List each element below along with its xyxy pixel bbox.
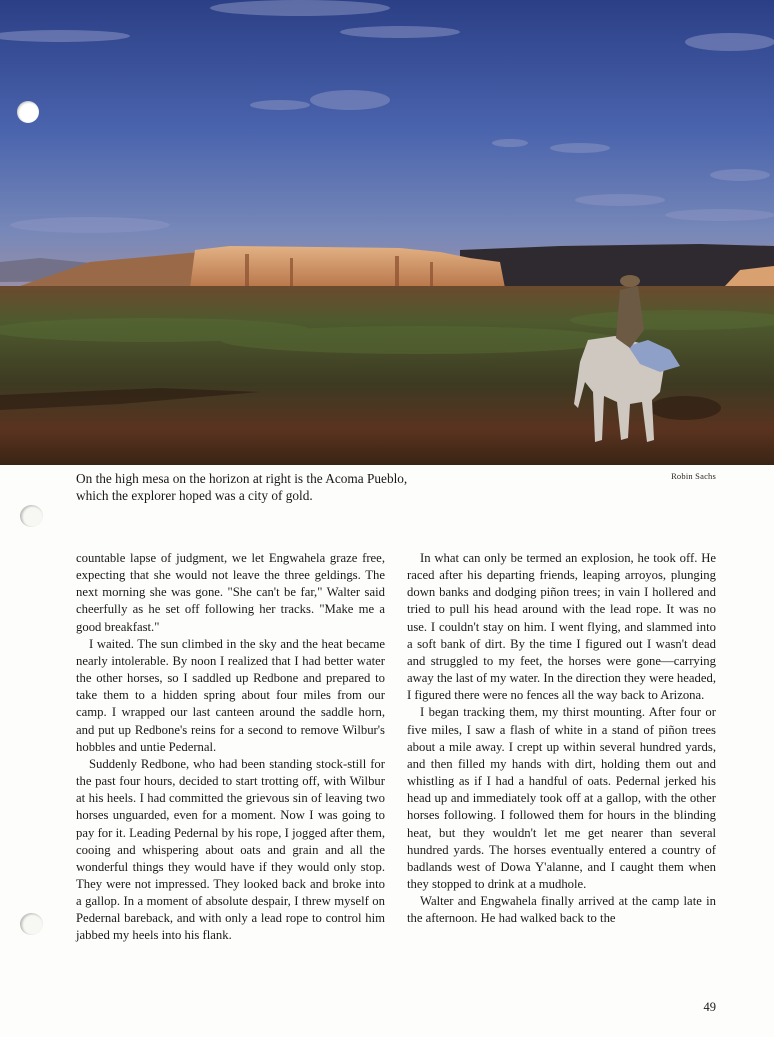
page-number: 49: [703, 1000, 716, 1014]
photo-caption: On the high mesa on the horizon at right is the Acoma Pueblo, which the explorer hoped was a city of gold.: [76, 471, 408, 503]
paragraph: Walter and Engwahela finally arrived at the camp late in the afternoon. He had walked back to the: [407, 894, 716, 926]
article-column-left: [76, 550, 385, 945]
article-column-right: [407, 550, 716, 927]
paragraph: Suddenly Redbone, who had been standing stock-still for the past four hours, decided to start trotting off, with Wilbur at his heels. I had committed the grievous sin of leaving two horses unguarded, even for a moment. Now I was going to pay for it. Leading Pedernal by his rope, I jogged after them, cooing and whispering about oats and grain and all the wonderful things they would have if they would only stop. They were not impressed. They looked back and broke into a gallop. In a moment of absolute despair, I threw myself on Pedernal bareback, and with only a lead rope to control him jabbed my heels into his flank.: [76, 756, 385, 943]
binder-hole-middle: [20, 505, 43, 527]
paragraph: I waited. The sun climbed in the sky and the heat became nearly intolerable. By noon I realized that I had better water the other horses, so I saddled up Redbone and prepared to take them to a hidden spring about four miles from our camp. I wrapped our last canteen around the saddle horn, and put up Redbone's reins for a second to remove Wilbur's hobbles and untie Pedernal.: [76, 636, 385, 754]
paragraph: countable lapse of judgment, we let Engwahela graze free, expecting that she would not leave the three geldings. The next morning she was gone. "She can't be far," Walter said cheerfully as he set off following her tracks. "Make me a good breakfast.": [76, 551, 385, 634]
landscape-photo: [0, 0, 774, 465]
paragraph: In what can only be termed an explosion, he took off. He raced after his departing friends, leaping arroyos, plunging down banks and dodging piñon trees; in vain I hollered and tried to pull his head around with the lead rope. It was no use. I couldn't stay on him. I went flying, and slammed into a soft bank of dirt. By the time I figured out I wasn't dead and struggled to my feet, the horses were gone—carrying away the last of my water. In the direction they were headed, I figured there were no fences all the way back to Arizona.: [407, 551, 716, 703]
binder-hole-bottom: [20, 913, 43, 935]
photo-credit: Robin Sachs: [671, 471, 716, 481]
binder-hole-top: [17, 101, 39, 123]
paragraph: I began tracking them, my thirst mounting. After four or five miles, I saw a flash of white in a stand of piñon trees about a mile away. I crept up within several hundred yards, and then filled my hands with dirt, holding them out and whistling as if I had a handful of oats. Pedernal jerked his head up and immediately took off at a gallop, with the other horses following. I followed them for hours in the blinding heat, but they wouldn't let me get nearer than several hundred yards. The horses eventually entered a country of badlands west of Dowa Y'alanne, and I caught them when they stopped to drink at a mudhole.: [407, 705, 716, 891]
mesa-horse-rider-image: [0, 0, 774, 465]
